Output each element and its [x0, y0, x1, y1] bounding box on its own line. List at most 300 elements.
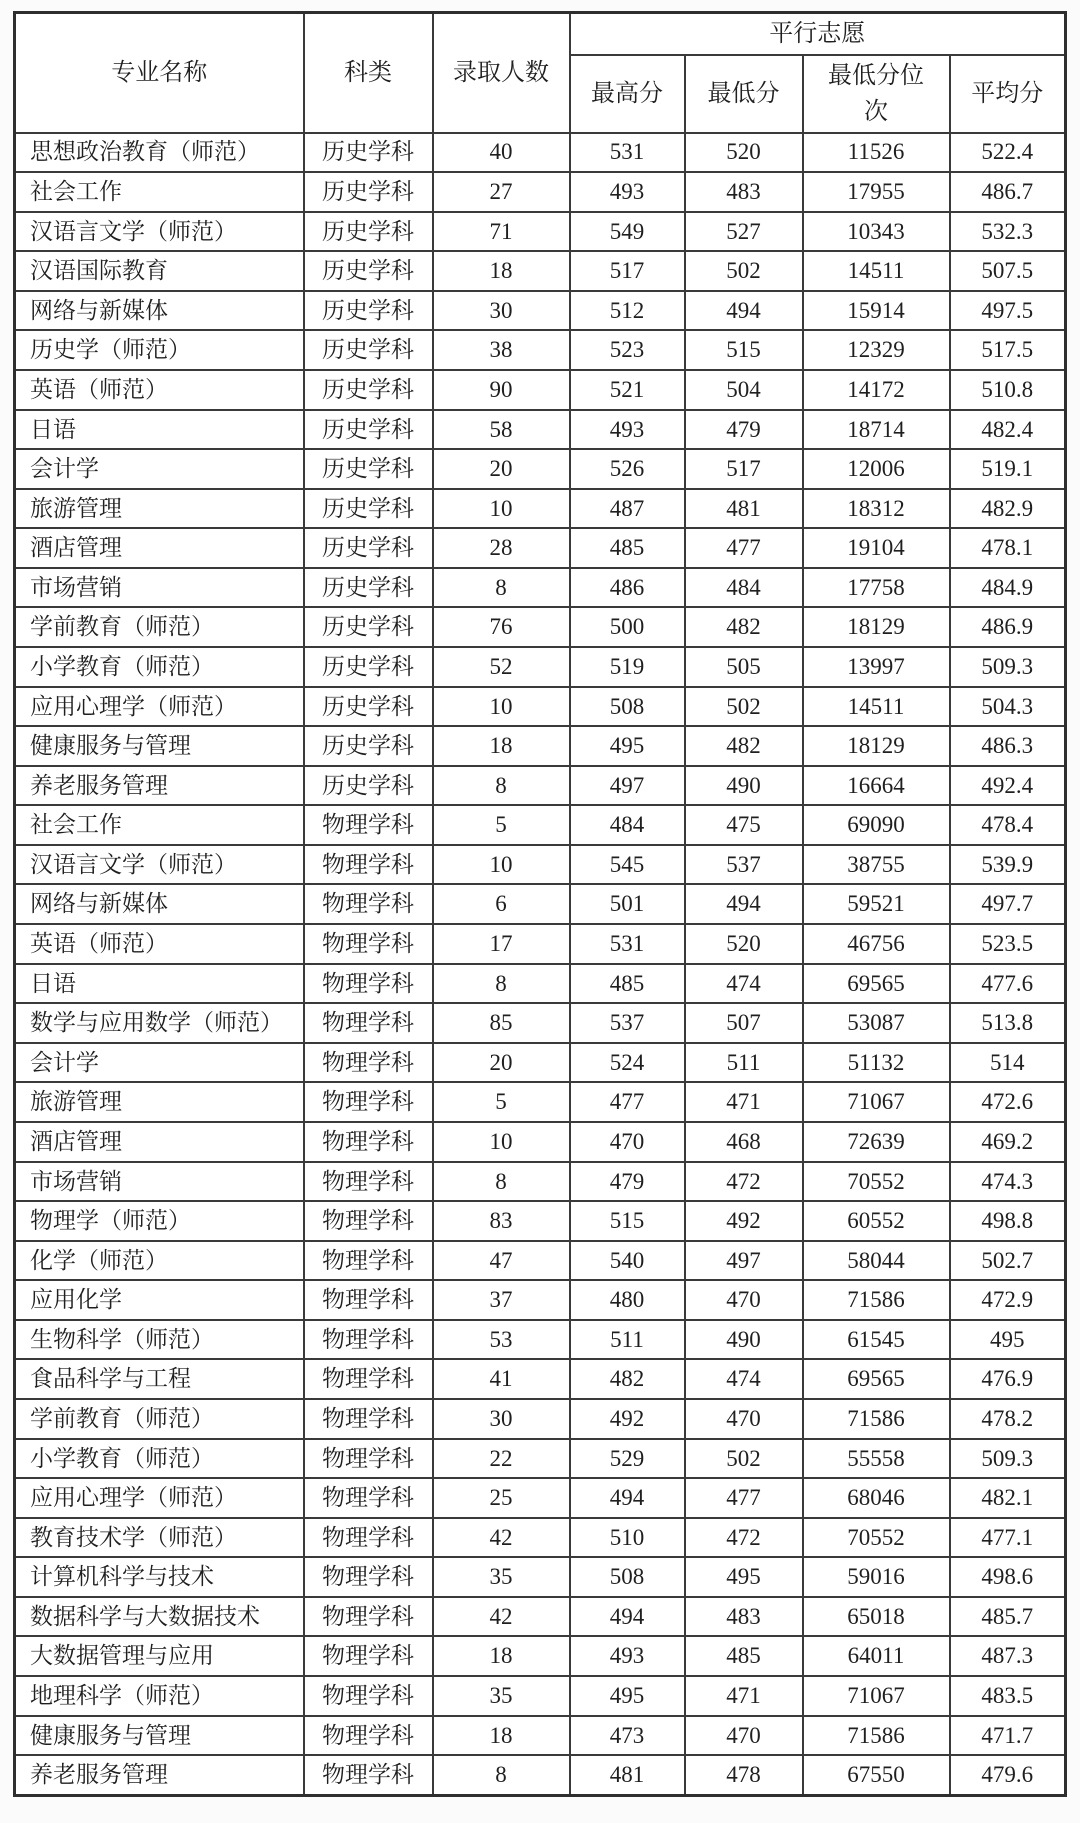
cell-max-score: 523	[570, 330, 685, 370]
cell-min-rank: 51132	[803, 1043, 950, 1083]
cell-min-score: 474	[685, 964, 803, 1004]
cell-min-score: 472	[685, 1518, 803, 1558]
cell-min-score: 520	[685, 924, 803, 964]
cell-min-score: 474	[685, 1359, 803, 1399]
cell-min-rank: 18129	[803, 726, 950, 766]
cell-min-rank: 71586	[803, 1280, 950, 1320]
cell-min-rank: 55558	[803, 1439, 950, 1479]
cell-category: 物理学科	[304, 1122, 433, 1162]
cell-min-rank: 18129	[803, 607, 950, 647]
table-row	[15, 1518, 1066, 1558]
cell-avg-score: 477.1	[950, 1518, 1066, 1558]
table-row	[15, 1636, 1066, 1676]
cell-min-score: 502	[685, 1439, 803, 1479]
cell-min-rank: 14511	[803, 251, 950, 291]
cell-max-score: 512	[570, 291, 685, 331]
cell-max-score: 494	[570, 1597, 685, 1637]
table-body	[15, 133, 1066, 1796]
cell-avg-score: 486.9	[950, 607, 1066, 647]
cell-avg-score: 502.7	[950, 1241, 1066, 1281]
cell-avg-score: 482.9	[950, 489, 1066, 529]
cell-category: 物理学科	[304, 1043, 433, 1083]
cell-min-rank: 38755	[803, 845, 950, 885]
table-row	[15, 1557, 1066, 1597]
cell-min-score: 507	[685, 1003, 803, 1043]
cell-max-score: 511	[570, 1320, 685, 1360]
table-row	[15, 845, 1066, 885]
table-row	[15, 1280, 1066, 1320]
cell-min-rank: 70552	[803, 1162, 950, 1202]
table-row	[15, 1478, 1066, 1518]
table-row	[15, 291, 1066, 331]
cell-avg-score: 498.8	[950, 1201, 1066, 1241]
cell-avg-score: 484.9	[950, 568, 1066, 608]
cell-category: 物理学科	[304, 1518, 433, 1558]
cell-min-rank: 71067	[803, 1676, 950, 1716]
cell-min-rank: 59016	[803, 1557, 950, 1597]
cell-max-score: 515	[570, 1201, 685, 1241]
cell-admitted: 8	[433, 766, 570, 806]
table-row	[15, 1201, 1066, 1241]
cell-max-score: 508	[570, 1557, 685, 1597]
cell-category: 物理学科	[304, 1201, 433, 1241]
cell-avg-score: 472.9	[950, 1280, 1066, 1320]
cell-min-score: 511	[685, 1043, 803, 1083]
cell-admitted: 20	[433, 1043, 570, 1083]
cell-admitted: 8	[433, 568, 570, 608]
cell-avg-score: 497.7	[950, 884, 1066, 924]
cell-major: 学前教育（师范）	[15, 1399, 304, 1439]
cell-major: 市场营销	[15, 568, 304, 608]
cell-min-rank: 69565	[803, 1359, 950, 1399]
table-row	[15, 568, 1066, 608]
cell-min-score: 479	[685, 410, 803, 450]
cell-major: 学前教育（师范）	[15, 607, 304, 647]
table-row	[15, 1716, 1066, 1756]
cell-category: 历史学科	[304, 410, 433, 450]
cell-min-score: 485	[685, 1636, 803, 1676]
cell-max-score: 529	[570, 1439, 685, 1479]
cell-category: 历史学科	[304, 647, 433, 687]
cell-admitted: 5	[433, 805, 570, 845]
cell-major: 英语（师范）	[15, 924, 304, 964]
cell-admitted: 25	[433, 1478, 570, 1518]
cell-admitted: 85	[433, 1003, 570, 1043]
cell-admitted: 47	[433, 1241, 570, 1281]
cell-min-score: 470	[685, 1716, 803, 1756]
cell-admitted: 41	[433, 1359, 570, 1399]
table-row	[15, 212, 1066, 252]
cell-major: 数据科学与大数据技术	[15, 1597, 304, 1637]
cell-max-score: 549	[570, 212, 685, 252]
table-row	[15, 330, 1066, 370]
cell-category: 物理学科	[304, 1636, 433, 1676]
cell-category: 物理学科	[304, 805, 433, 845]
table-row	[15, 410, 1066, 450]
cell-avg-score: 495	[950, 1320, 1066, 1360]
cell-max-score: 486	[570, 568, 685, 608]
cell-major: 化学（师范）	[15, 1241, 304, 1281]
cell-avg-score: 517.5	[950, 330, 1066, 370]
cell-min-rank: 13997	[803, 647, 950, 687]
cell-min-score: 527	[685, 212, 803, 252]
cell-category: 历史学科	[304, 766, 433, 806]
cell-category: 历史学科	[304, 607, 433, 647]
table-row	[15, 449, 1066, 489]
header-admitted: 录取人数	[433, 13, 570, 133]
cell-admitted: 22	[433, 1439, 570, 1479]
cell-major: 英语（师范）	[15, 370, 304, 410]
cell-admitted: 71	[433, 212, 570, 252]
cell-category: 历史学科	[304, 330, 433, 370]
table-row	[15, 133, 1066, 173]
table-row	[15, 1082, 1066, 1122]
cell-avg-score: 532.3	[950, 212, 1066, 252]
header-max-score: 最高分	[570, 55, 685, 133]
cell-category: 历史学科	[304, 172, 433, 212]
table-row	[15, 607, 1066, 647]
cell-max-score: 497	[570, 766, 685, 806]
cell-min-score: 497	[685, 1241, 803, 1281]
cell-admitted: 10	[433, 687, 570, 727]
cell-admitted: 18	[433, 1716, 570, 1756]
cell-admitted: 38	[433, 330, 570, 370]
cell-admitted: 28	[433, 528, 570, 568]
header-group-row	[15, 13, 1066, 55]
cell-admitted: 58	[433, 410, 570, 450]
cell-category: 物理学科	[304, 1003, 433, 1043]
cell-major: 应用心理学（师范）	[15, 1478, 304, 1518]
header-min-score: 最低分	[685, 55, 803, 133]
cell-major: 养老服务管理	[15, 766, 304, 806]
cell-avg-score: 485.7	[950, 1597, 1066, 1637]
cell-category: 物理学科	[304, 964, 433, 1004]
cell-major: 小学教育（师范）	[15, 1439, 304, 1479]
cell-min-score: 495	[685, 1557, 803, 1597]
cell-avg-score: 472.6	[950, 1082, 1066, 1122]
cell-min-score: 502	[685, 251, 803, 291]
cell-admitted: 10	[433, 845, 570, 885]
cell-admitted: 90	[433, 370, 570, 410]
cell-min-score: 494	[685, 884, 803, 924]
cell-category: 历史学科	[304, 212, 433, 252]
cell-avg-score: 487.3	[950, 1636, 1066, 1676]
cell-min-score: 490	[685, 1320, 803, 1360]
cell-category: 历史学科	[304, 251, 433, 291]
cell-admitted: 17	[433, 924, 570, 964]
table-row	[15, 805, 1066, 845]
table-row	[15, 1043, 1066, 1083]
cell-category: 物理学科	[304, 1557, 433, 1597]
table-row	[15, 687, 1066, 727]
cell-min-score: 471	[685, 1082, 803, 1122]
cell-category: 物理学科	[304, 1478, 433, 1518]
cell-min-score: 504	[685, 370, 803, 410]
cell-avg-score: 504.3	[950, 687, 1066, 727]
cell-major: 养老服务管理	[15, 1755, 304, 1795]
cell-max-score: 510	[570, 1518, 685, 1558]
cell-max-score: 521	[570, 370, 685, 410]
cell-max-score: 470	[570, 1122, 685, 1162]
cell-max-score: 485	[570, 964, 685, 1004]
table-row	[15, 172, 1066, 212]
cell-min-score: 477	[685, 1478, 803, 1518]
cell-admitted: 10	[433, 1122, 570, 1162]
cell-admitted: 18	[433, 1636, 570, 1676]
cell-major: 酒店管理	[15, 528, 304, 568]
cell-min-rank: 12329	[803, 330, 950, 370]
cell-min-rank: 72639	[803, 1122, 950, 1162]
cell-major: 酒店管理	[15, 1122, 304, 1162]
cell-admitted: 5	[433, 1082, 570, 1122]
cell-min-rank: 16664	[803, 766, 950, 806]
cell-max-score: 493	[570, 410, 685, 450]
cell-min-score: 502	[685, 687, 803, 727]
cell-min-rank: 17758	[803, 568, 950, 608]
header-min-rank: 最低分位次	[803, 55, 950, 133]
cell-max-score: 482	[570, 1359, 685, 1399]
cell-max-score: 473	[570, 1716, 685, 1756]
cell-avg-score: 477.6	[950, 964, 1066, 1004]
table-row	[15, 1597, 1066, 1637]
cell-avg-score: 519.1	[950, 449, 1066, 489]
table-row	[15, 1755, 1066, 1795]
table-row	[15, 924, 1066, 964]
cell-major: 日语	[15, 410, 304, 450]
table-row	[15, 1122, 1066, 1162]
cell-min-rank: 71586	[803, 1399, 950, 1439]
cell-max-score: 537	[570, 1003, 685, 1043]
cell-category: 历史学科	[304, 370, 433, 410]
cell-category: 历史学科	[304, 726, 433, 766]
cell-major: 健康服务与管理	[15, 726, 304, 766]
cell-avg-score: 479.6	[950, 1755, 1066, 1795]
table-header	[15, 13, 1066, 133]
cell-major: 社会工作	[15, 172, 304, 212]
cell-min-rank: 69090	[803, 805, 950, 845]
cell-min-rank: 10343	[803, 212, 950, 252]
cell-min-rank: 68046	[803, 1478, 950, 1518]
cell-min-score: 517	[685, 449, 803, 489]
cell-max-score: 531	[570, 924, 685, 964]
cell-admitted: 42	[433, 1597, 570, 1637]
cell-min-rank: 67550	[803, 1755, 950, 1795]
cell-category: 历史学科	[304, 568, 433, 608]
cell-category: 物理学科	[304, 884, 433, 924]
cell-max-score: 479	[570, 1162, 685, 1202]
cell-min-rank: 61545	[803, 1320, 950, 1360]
cell-major: 日语	[15, 964, 304, 1004]
cell-admitted: 42	[433, 1518, 570, 1558]
table-row	[15, 1399, 1066, 1439]
cell-min-rank: 58044	[803, 1241, 950, 1281]
cell-min-rank: 18312	[803, 489, 950, 529]
cell-avg-score: 514	[950, 1043, 1066, 1083]
cell-avg-score: 486.3	[950, 726, 1066, 766]
table-row	[15, 489, 1066, 529]
table-row	[15, 1439, 1066, 1479]
header-avg-score: 平均分	[950, 55, 1066, 133]
cell-avg-score: 474.3	[950, 1162, 1066, 1202]
cell-min-rank: 64011	[803, 1636, 950, 1676]
cell-admitted: 40	[433, 133, 570, 173]
cell-max-score: 495	[570, 1676, 685, 1716]
cell-major: 市场营销	[15, 1162, 304, 1202]
cell-min-score: 482	[685, 726, 803, 766]
cell-min-score: 484	[685, 568, 803, 608]
cell-min-rank: 53087	[803, 1003, 950, 1043]
cell-avg-score: 483.5	[950, 1676, 1066, 1716]
cell-avg-score: 469.2	[950, 1122, 1066, 1162]
cell-major: 网络与新媒体	[15, 884, 304, 924]
cell-admitted: 76	[433, 607, 570, 647]
cell-category: 历史学科	[304, 489, 433, 529]
cell-min-score: 477	[685, 528, 803, 568]
cell-max-score: 519	[570, 647, 685, 687]
cell-max-score: 531	[570, 133, 685, 173]
cell-admitted: 18	[433, 251, 570, 291]
cell-major: 汉语言文学（师范）	[15, 845, 304, 885]
cell-max-score: 540	[570, 1241, 685, 1281]
cell-max-score: 485	[570, 528, 685, 568]
cell-min-rank: 19104	[803, 528, 950, 568]
cell-category: 历史学科	[304, 291, 433, 331]
cell-category: 历史学科	[304, 449, 433, 489]
cell-category: 物理学科	[304, 1399, 433, 1439]
cell-admitted: 35	[433, 1557, 570, 1597]
cell-avg-score: 539.9	[950, 845, 1066, 885]
cell-min-rank: 15914	[803, 291, 950, 331]
cell-avg-score: 486.7	[950, 172, 1066, 212]
cell-max-score: 524	[570, 1043, 685, 1083]
cell-min-rank: 12006	[803, 449, 950, 489]
cell-min-rank: 14511	[803, 687, 950, 727]
cell-min-score: 505	[685, 647, 803, 687]
cell-avg-score: 476.9	[950, 1359, 1066, 1399]
cell-min-rank: 71067	[803, 1082, 950, 1122]
cell-major: 健康服务与管理	[15, 1716, 304, 1756]
cell-min-rank: 71586	[803, 1716, 950, 1756]
cell-category: 物理学科	[304, 1082, 433, 1122]
cell-min-score: 537	[685, 845, 803, 885]
cell-avg-score: 497.5	[950, 291, 1066, 331]
cell-major: 数学与应用数学（师范）	[15, 1003, 304, 1043]
cell-category: 物理学科	[304, 1241, 433, 1281]
table-row	[15, 647, 1066, 687]
cell-major: 旅游管理	[15, 1082, 304, 1122]
cell-min-score: 475	[685, 805, 803, 845]
table-row	[15, 1241, 1066, 1281]
cell-category: 物理学科	[304, 1320, 433, 1360]
cell-category: 物理学科	[304, 1716, 433, 1756]
cell-min-score: 490	[685, 766, 803, 806]
cell-max-score: 501	[570, 884, 685, 924]
cell-min-rank: 11526	[803, 133, 950, 173]
cell-min-score: 470	[685, 1280, 803, 1320]
cell-admitted: 83	[433, 1201, 570, 1241]
cell-min-score: 472	[685, 1162, 803, 1202]
cell-max-score: 481	[570, 1755, 685, 1795]
cell-min-score: 483	[685, 1597, 803, 1637]
cell-major: 教育技术学（师范）	[15, 1518, 304, 1558]
cell-max-score: 487	[570, 489, 685, 529]
cell-avg-score: 471.7	[950, 1716, 1066, 1756]
cell-major: 汉语言文学（师范）	[15, 212, 304, 252]
cell-max-score: 493	[570, 172, 685, 212]
table-row	[15, 251, 1066, 291]
cell-category: 物理学科	[304, 1676, 433, 1716]
cell-min-score: 482	[685, 607, 803, 647]
cell-min-rank: 69565	[803, 964, 950, 1004]
cell-major: 计算机科学与技术	[15, 1557, 304, 1597]
table-row	[15, 1320, 1066, 1360]
cell-category: 物理学科	[304, 845, 433, 885]
cell-min-rank: 59521	[803, 884, 950, 924]
cell-admitted: 35	[433, 1676, 570, 1716]
cell-category: 物理学科	[304, 1280, 433, 1320]
cell-min-rank: 17955	[803, 172, 950, 212]
header-category: 科类	[304, 13, 433, 133]
cell-category: 物理学科	[304, 1439, 433, 1479]
cell-avg-score: 478.1	[950, 528, 1066, 568]
table-row	[15, 964, 1066, 1004]
cell-admitted: 8	[433, 964, 570, 1004]
table-row	[15, 1003, 1066, 1043]
cell-avg-score: 523.5	[950, 924, 1066, 964]
table-row	[15, 370, 1066, 410]
cell-category: 物理学科	[304, 1162, 433, 1202]
cell-avg-score: 482.1	[950, 1478, 1066, 1518]
cell-min-score: 494	[685, 291, 803, 331]
cell-category: 历史学科	[304, 687, 433, 727]
cell-min-rank: 60552	[803, 1201, 950, 1241]
cell-min-score: 471	[685, 1676, 803, 1716]
cell-min-score: 478	[685, 1755, 803, 1795]
cell-max-score: 508	[570, 687, 685, 727]
cell-category: 历史学科	[304, 528, 433, 568]
cell-avg-score: 513.8	[950, 1003, 1066, 1043]
cell-admitted: 52	[433, 647, 570, 687]
cell-max-score: 493	[570, 1636, 685, 1676]
cell-major: 旅游管理	[15, 489, 304, 529]
cell-major: 物理学（师范）	[15, 1201, 304, 1241]
cell-major: 思想政治教育（师范）	[15, 133, 304, 173]
cell-major: 小学教育（师范）	[15, 647, 304, 687]
cell-major: 社会工作	[15, 805, 304, 845]
cell-admitted: 37	[433, 1280, 570, 1320]
cell-admitted: 8	[433, 1162, 570, 1202]
cell-major: 会计学	[15, 449, 304, 489]
cell-major: 大数据管理与应用	[15, 1636, 304, 1676]
cell-avg-score: 478.2	[950, 1399, 1066, 1439]
cell-max-score: 517	[570, 251, 685, 291]
cell-min-score: 481	[685, 489, 803, 529]
cell-admitted: 53	[433, 1320, 570, 1360]
cell-avg-score: 482.4	[950, 410, 1066, 450]
cell-avg-score: 509.3	[950, 647, 1066, 687]
cell-admitted: 8	[433, 1755, 570, 1795]
cell-category: 历史学科	[304, 133, 433, 173]
cell-min-score: 468	[685, 1122, 803, 1162]
table-row	[15, 1676, 1066, 1716]
cell-max-score: 492	[570, 1399, 685, 1439]
cell-avg-score: 507.5	[950, 251, 1066, 291]
cell-major: 汉语国际教育	[15, 251, 304, 291]
table-row	[15, 766, 1066, 806]
cell-min-rank: 65018	[803, 1597, 950, 1637]
cell-max-score: 480	[570, 1280, 685, 1320]
cell-major: 生物科学（师范）	[15, 1320, 304, 1360]
